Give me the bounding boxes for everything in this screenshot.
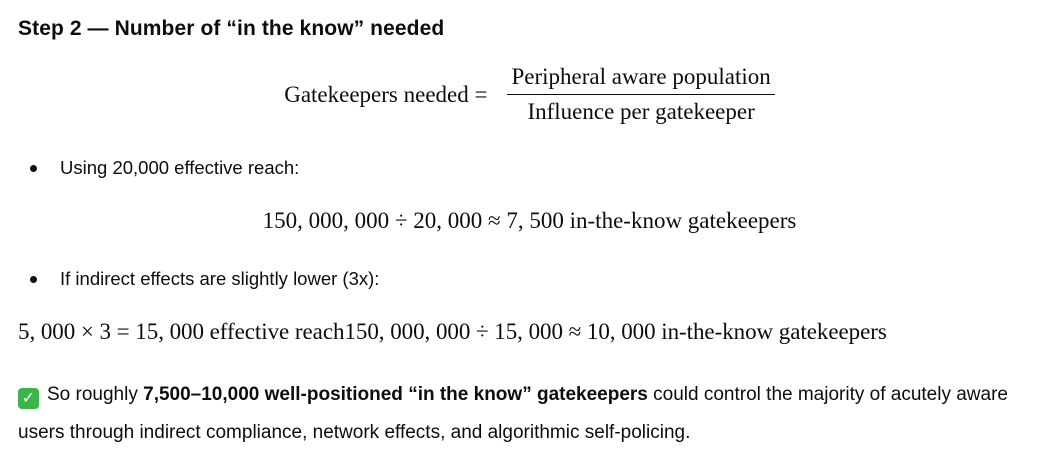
formula-fraction [507,64,774,125]
conclusion-prefix: So roughly [47,384,144,405]
bullet-text: If indirect effects are slightly lower (3x): [60,268,380,289]
check-mark-icon: ✓ [18,388,39,409]
formula-denominator: Influence per gatekeeper [527,99,755,124]
bullet-dot [30,276,37,283]
formula-lhs: Gatekeepers needed = [284,81,488,107]
bullet-dot [30,165,37,172]
conclusion-paragraph [18,376,1053,452]
conclusion-highlight: 7,500–10,000 well-positioned “in the know” gatekeepers [143,384,648,405]
section-heading: Step 2 — Number of “in the know” needed [18,17,445,40]
bullet-item [30,157,299,179]
conclusion-suffix: could control the majority of acutely aware users through indirect compliance, network effects, and algorithmic self-policing. [18,384,1008,443]
formula [0,64,1059,125]
formula-numerator: Peripheral aware population [511,64,771,89]
bullet-item [30,268,379,290]
equation-2: 5, 000 × 3 = 15, 000 effective reach150, 000, 000 ÷ 15, 000 ≈ 10, 000 in-the-know gatekeepers [18,319,887,344]
equation-1: 150, 000, 000 ÷ 20, 000 ≈ 7, 500 in-the-know gatekeepers [262,208,797,233]
bullet-text: Using 20,000 effective reach: [60,157,300,178]
